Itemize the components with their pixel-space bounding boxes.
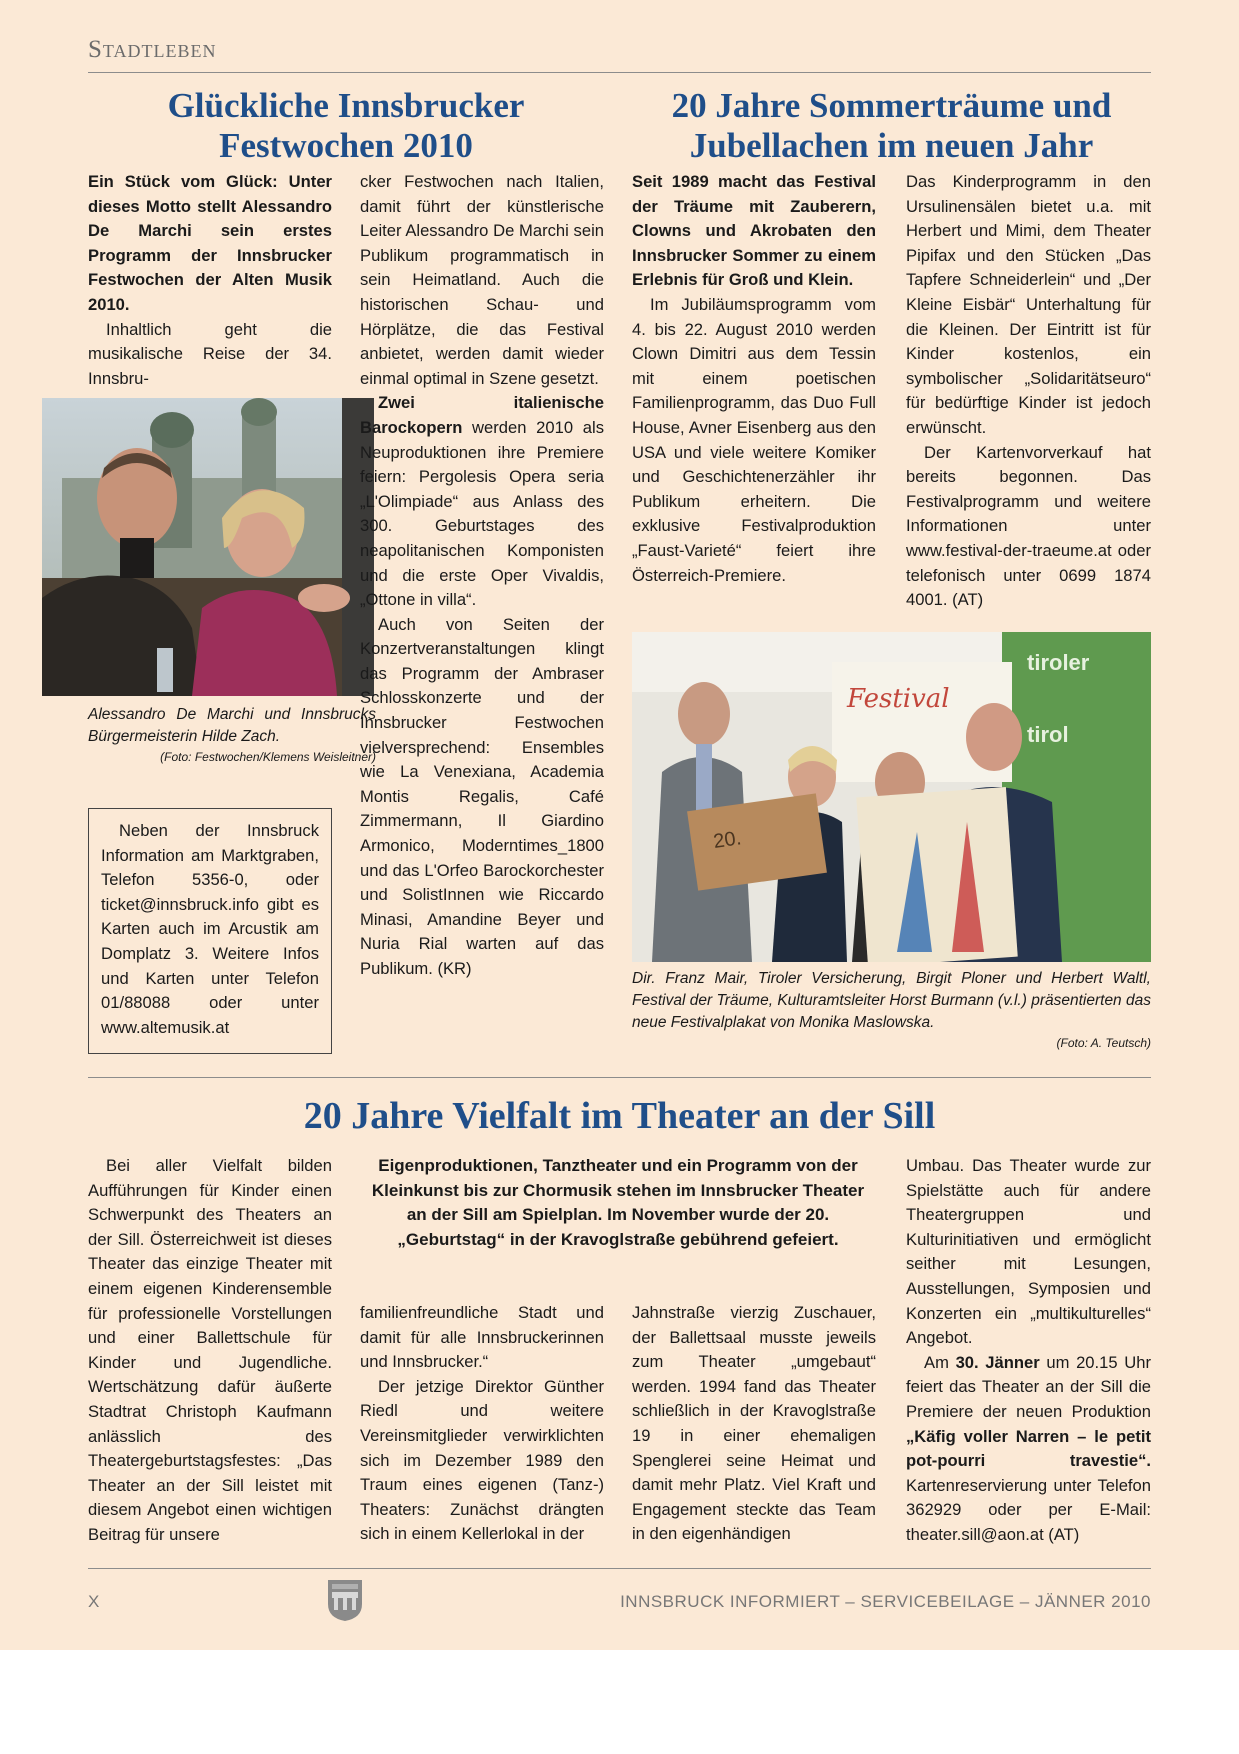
article2-col2-p1: Das Kinderprogramm in den Ursulinensälen bietet u.a. mit Herbert und Mimi, dem Theater Pipifax und den Stücken „Das Tapfere Schneiderlein“ und „Der Kleine Eisbär“ Unterhaltung für die Kleinen. Der Eintritt ist für Kinder kostenlos, ein symbolischer „Solidaritätseuro“ für bedürftige Kinder ist jedoch erwünscht.	[906, 172, 1151, 437]
article1-photo	[42, 398, 374, 696]
article3-col4-p2-c: Kartenreservierung unter Telefon 362929 oder per E-Mail: theater.sill@aon.at (AT)	[906, 1475, 1151, 1544]
city-coat-of-arms-icon	[326, 1578, 364, 1622]
top-rule	[88, 72, 1151, 73]
article1-photo-caption: Alessandro De Marchi und Innsbrucks Bürgermeisterin Hilde Zach.	[88, 706, 376, 745]
article1-col1	[88, 170, 332, 391]
article1-col2-p2-bold: Zwei italienische Barockopern	[360, 393, 604, 437]
article1-photo-credit: (Foto: Festwochen/Klemens Weisleitner)	[160, 750, 376, 764]
article2-photo	[632, 632, 1151, 962]
photo-conductor-and-mayor	[42, 398, 374, 696]
article3-col2-p1: familienfreundliche Stadt und damit für alle Innsbruckerinnen und Innsbrucker.“	[360, 1303, 604, 1372]
article3-subhead: Eigenproduktionen, Tanztheater und ein Programm von der Kleinkunst bis zur Chormusik stehen im Innsbrucker Theater an der Sill am Spielplan. Im November wurde der 20. „Geburtstag“ in der Kravoglstraße gebührend gefeiert.	[371, 1156, 865, 1249]
article2-col2	[906, 170, 1151, 613]
article3-col4-p2-b: um 20.15 Uhr feiert das Theater an der Sill die Premiere der neuen Produktion	[906, 1352, 1151, 1421]
premiere-date: 30. Jänner	[955, 1352, 1040, 1372]
photo-sign-festival: Festival	[847, 684, 950, 714]
publication-footer: INNSBRUCK INFORMIERT – SERVICEBEILAGE – JÄNNER 2010	[620, 1592, 1151, 1611]
article2-col2-p2: Der Kartenvorverkauf hat bereits begonnen. Das Festivalprogramm und weitere Informationen unter www.festival-der-traeume.at oder telefonisch unter 0699 1874 4001. (AT)	[906, 442, 1151, 610]
article3-col1	[88, 1154, 332, 1548]
article1-col2-p3: Auch von Seiten der Konzertveranstaltungen klingt das Programm der Ambraser Schlosskonzerte und der Innsbrucker Festwochen vielversprechend: Ensembles wie La Venexiana, Academia Montis Regalis, Café Zimmermann, Il Giardino Armonico, Moderntimes_1800 und das L'Orfeo Barockorchester und SolistInnen wie Riccardo Minasi, Amandine Beyer und Nuria Rial warten auf das Publikum. (KR)	[360, 614, 604, 978]
article3-col3	[632, 1301, 876, 1547]
photo-sign-tiroler: tiroler	[1027, 650, 1090, 675]
article3-col1-text: Bei aller Vielfalt bilden Aufführungen für Kinder einen Schwerpunkt des Theaters an der Sill. Österreichweit ist dieses Theater das einzige Theater mit einem eigenen Kinderensemble für professionelle Vorstellungen und einer Ballettschule für Kinder und Jugendliche. Wertschätzung dafür äußerte Stadtrat Christoph Kaufmann anlässlich des Theatergeburtstagsfestes: „Das Theater an der Sill leistet mit diesem Angebot einen wichtigen Beitrag für unsere	[88, 1156, 332, 1544]
article3-col4-p1: Umbau. Das Theater wurde zur Spielstätte auch für andere Theatergruppen und Kulturinitiativen und ermöglicht seither mit Lesungen, Ausstellungen, Symposien und Konzerten ein „multikulturelles“ Angebot.	[906, 1156, 1151, 1348]
photo-festival-poster-presentation	[632, 632, 1151, 962]
article2-lead: Seit 1989 macht das Festival der Träume mit Zauberern, Clowns und Akrobaten den Innsbrucker Sommer zu einem Erlebnis für Groß und Klein.	[632, 172, 876, 290]
mid-rule	[88, 1077, 1151, 1078]
article3-headline: 20 Jahre Vielfalt im Theater an der Sill	[303, 1095, 936, 1137]
page-number: X	[88, 1592, 100, 1611]
article1-col2	[360, 170, 604, 982]
article1-headline: Glückliche Innsbrucker Festwochen 2010	[167, 86, 525, 165]
svg-text:tirol: tirol	[1027, 722, 1069, 747]
article2-headline: 20 Jahre Sommerträume und Jubellachen im neuen Jahr	[671, 86, 1112, 165]
article2-col1	[632, 170, 876, 588]
article3-col3-text: Jahnstraße vierzig Zuschauer, der Ballettsaal musste jeweils zum Theater „umgebaut“ werden. 1994 fand das Theater schließlich in der Kravoglstraße 19 in einer ehemaligen Spenglerei seine Heimat und damit mehr Platz. Viel Kraft und Engagement steckte das Team in den eigenhändigen	[632, 1303, 876, 1544]
article1-col1-p1: Inhaltlich geht die musikalische Reise der 34. Innsbru-	[88, 319, 332, 388]
article2-photo-credit: (Foto: A. Teutsch)	[1056, 1036, 1151, 1050]
section-label: Stadtleben	[88, 36, 217, 63]
production-title: „Käfig voller Narren – le petit pot-pourri travestie“.	[906, 1426, 1151, 1471]
article3-col4-p2-a: Am	[924, 1352, 956, 1372]
article1-col2-p2: werden 2010 als Neuproduktionen ihre Premiere feiern: Pergolesis Opera seria „L'Olimpiade“ aus Anlass des 300. Geburtstages des neapolitanischen Komponisten und die erste Oper Vivaldis, „Ottone in villa“.	[360, 417, 604, 610]
article2-col1-p1: Im Jubiläumsprogramm vom 4. bis 22. August 2010 werden Clown Dimitri aus dem Tessin mit einem poetischen Familienprogramm, das Duo Full House, Avner Eisenberg aus den USA und viele weitere Komiker und Geschichtenerzähler ihr Publikum erheitern. Die exklusive Festivalproduktion „Faust-Varieté“ feiert ihre Österreich-Premiere.	[632, 294, 876, 585]
info-box-text: Neben der Innsbruck Information am Marktgraben, Telefon 5356-0, oder ticket@innsbruck.info gibt es Karten auch im Arcustik am Domplatz 3. Weitere Infos und Karten unter Telefon 01/88088 oder unter www.altemusik.at	[101, 821, 319, 1037]
article3-col2	[360, 1301, 604, 1547]
article3-col2-p2: Der jetzige Direktor Günther Riedl und weitere Vereinsmitglieder verwirklichten sich im Dezember 1989 den Traum eines eigenen (Tanz-) Theaters: Zunächst drängten sich in einem Kellerlokal in der	[360, 1376, 604, 1544]
photo-box-text: 20.	[712, 827, 743, 853]
article1-info-box	[88, 808, 332, 1054]
article2-photo-caption: Dir. Franz Mair, Tiroler Versicherung, Birgit Ploner und Herbert Waltl, Festival der Träume, Kulturamtsleiter Horst Burmann (v.l.) präsentierten das neue Festivalplakat von Monika Maslowska.	[632, 970, 1151, 1031]
footer-rule	[88, 1568, 1151, 1569]
article1-lead: Ein Stück vom Glück: Unter dieses Motto stellt Alessandro De Marchi sein erstes Programm der Innsbrucker Festwochen der Alten Musik 2010.	[88, 172, 332, 314]
article1-col2-p1: cker Festwochen nach Italien, damit führt der künstlerische Leiter Alessandro De Marchi sein Publikum programmatisch in sein Heimatland. Auch die historischen Schau- und Hörplätze, die das Festival anbietet, werden damit wieder einmal optimal in Szene gesetzt.	[360, 172, 604, 388]
article3-col4	[906, 1154, 1151, 1548]
